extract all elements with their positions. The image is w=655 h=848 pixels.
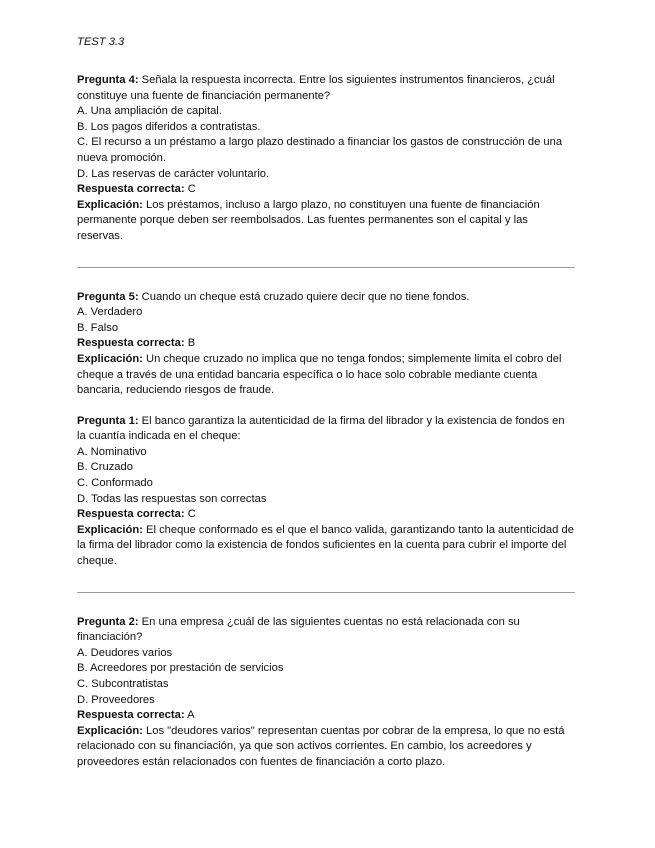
- question-block: [77, 73, 575, 245]
- explanation-label: Explicación:: [77, 724, 143, 737]
- explanation-label: Explicación:: [77, 352, 143, 365]
- explanation-label: Explicación:: [77, 523, 143, 536]
- answer-option: D. Proveedores: [77, 693, 155, 706]
- question-body: Señala la respuesta incorrecta. Entre los siguientes instrumentos financieros, ¿cuál constituye una fuente de financiación permanente?: [77, 74, 555, 102]
- explanation: [77, 523, 575, 570]
- explanation-text: El cheque conformado es el que el banco valida, garantizando tanto la autenticidad de la firma del librador como la existencia de fondos suficientes en la cuenta para cubrir el importe del cheque.: [77, 523, 574, 568]
- correct-answer-value: A: [187, 709, 195, 722]
- question-body: El banco garantiza la autenticidad de la firma del librador y la existencia de fondos en la cuantía indicada en el cheque:: [77, 414, 565, 443]
- explanation: [77, 198, 575, 245]
- answer-option: B. Cruzado: [77, 461, 133, 474]
- correct-answer: [77, 708, 575, 724]
- paragraph-gap: [77, 399, 575, 414]
- question-body: Cuando un cheque está cruzado quiere decir que no tiene fondos.: [141, 290, 470, 303]
- answer-option: A. Nominativo: [77, 445, 147, 458]
- correct-answer-label: Respuesta correcta:: [77, 183, 185, 196]
- correct-answer: [77, 336, 575, 352]
- explanation: [77, 724, 575, 771]
- question-label: Pregunta 2:: [77, 615, 139, 628]
- correct-answer-label: Respuesta correcta:: [77, 337, 185, 350]
- correct-answer-value: C: [187, 508, 196, 521]
- document-title: TEST 3.3: [77, 36, 125, 48]
- document-page: [77, 35, 575, 771]
- correct-answer-label: Respuesta correcta:: [77, 508, 185, 521]
- explanation-label: Explicación:: [77, 198, 143, 211]
- answer-option: B. Acreedores por prestación de servicios: [77, 662, 284, 675]
- correct-answer-value: B: [187, 337, 196, 350]
- explanation-text: Los "deudores varios" representan cuentas por cobrar de la empresa, lo que no está relacionado con su financiación, ya que son activos corrientes. En cambio, los acreedores y proveedores están relacionados con fuentes de financiación a corto plazo.: [77, 724, 565, 768]
- correct-answer: [77, 507, 575, 523]
- answer-option: A. Deudores varios: [77, 646, 173, 659]
- explanation: [77, 352, 575, 399]
- question-block: [77, 414, 575, 570]
- answer-option: B. Falso: [77, 321, 119, 334]
- answer-option: A. Verdadero: [77, 306, 143, 319]
- question-text: [77, 615, 575, 646]
- section-divider: [77, 267, 575, 268]
- answer-option: D. Las reservas de carácter voluntario.: [77, 167, 270, 180]
- question-block: [77, 615, 575, 771]
- answer-option: C. Subcontratistas: [77, 678, 169, 690]
- section-divider: [77, 592, 575, 593]
- correct-answer-label: Respuesta correcta:: [77, 709, 185, 722]
- question-text: [77, 414, 575, 445]
- correct-answer: [77, 182, 575, 198]
- answer-option: B. Los pagos diferidos a contratistas.: [77, 120, 261, 133]
- correct-answer-value: C: [187, 183, 196, 196]
- question-text: [77, 73, 575, 104]
- explanation-text: Un cheque cruzado no implica que no tenga fondos; simplemente limita el cobro del cheque a través de una entidad bancaria específica o lo hace solo cobrable mediante cuenta bancaria, reduciendo riesgos de fraude.: [77, 352, 562, 397]
- answer-option: D. Todas las respuestas son correctas: [77, 492, 267, 505]
- question-block: [77, 290, 575, 399]
- answer-option: C. Conformado: [77, 477, 153, 490]
- question-label: Pregunta 1:: [77, 414, 139, 427]
- answer-option: A. Una ampliación de capital.: [77, 105, 222, 118]
- question-text: [77, 290, 575, 306]
- question-body: En una empresa ¿cuál de las siguientes cuentas no está relacionada con su financiación?: [77, 615, 520, 644]
- explanation-text: Los préstamos, incluso a largo plazo, no constituyen una fuente de financiación permanente porque deben ser reembolsados. Las fuentes permanentes son el capital y las reservas.: [77, 198, 540, 242]
- answer-option: C. El recurso a un préstamo a largo plazo destinado a financiar los gastos de construcción de una nueva promoción.: [77, 136, 563, 164]
- question-label: Pregunta 5:: [77, 290, 139, 303]
- question-label: Pregunta 4:: [77, 74, 139, 86]
